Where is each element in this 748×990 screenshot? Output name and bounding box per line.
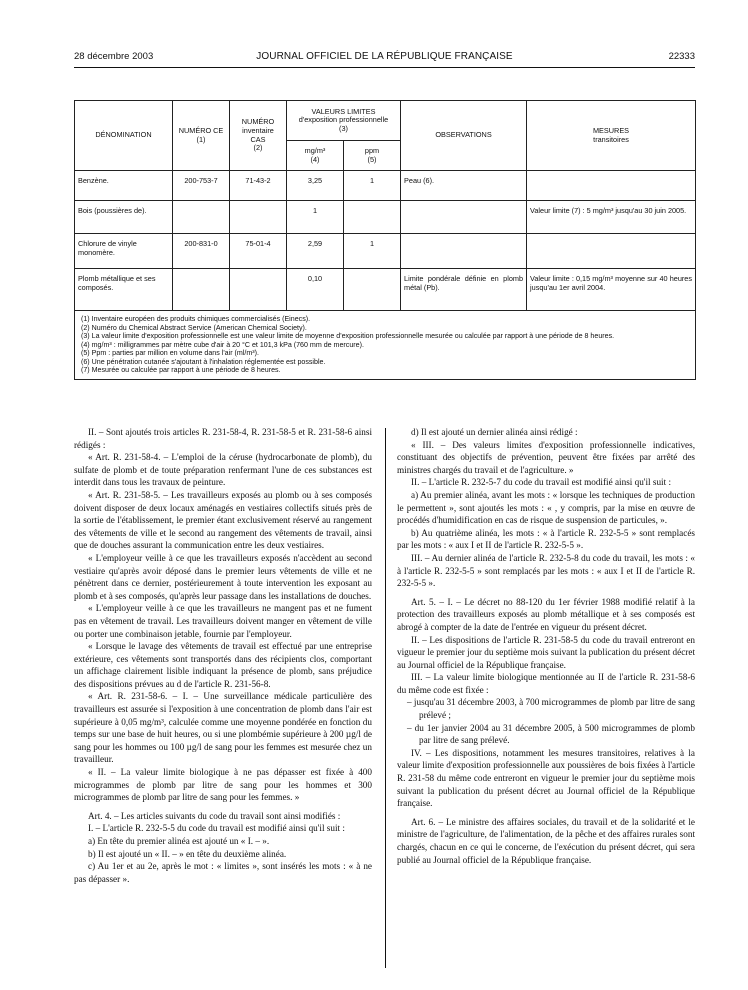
body-paragraph: d) Il est ajouté un dernier alinéa ainsi rédigé : bbox=[411, 427, 578, 437]
body-paragraph: III. – La valeur limite biologique mentionnée au II de l'article R. 231-58-6 du même code est fixée : bbox=[397, 672, 695, 695]
cell-denomination: Chlorure de vinyle monomère. bbox=[75, 234, 173, 269]
body-paragraph: I. – L'article R. 232-5-5 du code du travail est modifié ainsi qu'il suit : bbox=[88, 823, 345, 834]
body-paragraph: a) En tête du premier alinéa est ajouté un « I. – ». bbox=[88, 836, 270, 846]
body-paragraph: b) Il est ajouté un « II. – » en tête du deuxième alinéa. bbox=[88, 848, 287, 859]
cell-denomination: Bois (poussières de). bbox=[75, 201, 173, 234]
body-paragraph: Art. 6. – Le ministre des affaires sociales, du travail et de la solidarité et le ministre de l'agriculture, de l'alimentation, de la pêche et des affaires rurales sont chargés, chacun en ce qui le concerne, de l'exécution du présent décret, qui sera publié au Journal officiel de la République française. bbox=[397, 816, 695, 865]
header-rule bbox=[74, 67, 695, 68]
page-header bbox=[74, 51, 695, 65]
cell-mesures bbox=[527, 171, 696, 201]
cell-observations: Peau (6). bbox=[401, 171, 527, 201]
cell-mg: 3,25 bbox=[287, 171, 344, 201]
body-paragraph: IV. – Les dispositions, notamment les mesures transitoires, relatives à la valeur limite d'exposition professionnelle aux poussières de bois fixées à l'article R. 231-58 du même code entreront en vigueur le premier jour du septième mois suivant la publication du présent décret au Journal officiel de la République française. bbox=[397, 747, 695, 809]
cell-cas bbox=[230, 201, 287, 234]
table-row bbox=[75, 201, 696, 234]
cell-mesures bbox=[527, 234, 696, 269]
cell-denomination: Benzène. bbox=[75, 171, 173, 201]
cell-ppm: 1 bbox=[344, 171, 401, 201]
cell-mg: 0,10 bbox=[287, 269, 344, 311]
header-title: JOURNAL OFFICIEL DE LA RÉPUBLIQUE FRANÇAISE bbox=[256, 51, 513, 62]
cell-ce: 200-831-0 bbox=[173, 234, 230, 269]
cell-ppm: 1 bbox=[344, 234, 401, 269]
cell-mesures: Valeur limite : 0,15 mg/m³ moyenne sur 40 heures jusqu'au 1er avril 2004. bbox=[527, 269, 696, 311]
footnote: (7) Mesurée ou calculée par rapport à une période de 8 heures. bbox=[81, 366, 281, 374]
footnote: (6) Une pénétration cutanée s'ajoutant à l'inhalation réglementée est possible. bbox=[81, 357, 326, 366]
table-footnotes bbox=[75, 311, 696, 380]
cell-cas: 75-01-4 bbox=[230, 234, 287, 269]
body-paragraph: « Art. R. 231-58-4. – L'emploi de la céruse (hydrocarbonate de plomb), du sulfate de plomb et de toute préparation renfermant l'une de ces substances est interdit dans tous les travaux de peinture. bbox=[74, 452, 372, 488]
footnote: (3) La valeur limite d'exposition professionnelle est une valeur limite de moyenne d'exposition professionnelle mesurée ou calculée par rapport à une période de 8 heures. bbox=[81, 332, 615, 340]
table-notes-row bbox=[75, 311, 696, 380]
column-separator bbox=[385, 428, 386, 968]
body-paragraph: a) Au premier alinéa, avant les mots : « lorsque les techniques de production le permettent », sont ajoutés les mots : « , y compris, par la mise en œuvre de procédés d'humidification en cas de risque de suspension de particules, ». bbox=[397, 489, 695, 526]
body-paragraph: Art. 5. – I. – Le décret no 88-120 du 1er février 1988 modifié relatif à la protection des travailleurs exposés au plomb métallique et à ses composés est abrogé à compter de la date de l'entrée en vigueur du présent décret. bbox=[397, 596, 695, 632]
header-date: 28 décembre 2003 bbox=[74, 51, 154, 62]
cell-cas: 71-43-2 bbox=[230, 171, 287, 201]
body-paragraph: c) Au 1er et au 2e, après le mot : « limites », sont insérés les mots : « à ne pas dépasser ». bbox=[74, 861, 372, 884]
header-ppm: ppm (5) bbox=[344, 141, 401, 171]
header-ce-number: NUMÉRO CE (1) bbox=[173, 101, 230, 171]
body-paragraph: III. – Au dernier alinéa de l'article R. 232-5-8 du code du travail, les mots : « à l'article R. 232-5-5 » sont remplacés par les mots : « aux I et II de l'article R. 232-5-5 ». bbox=[397, 552, 695, 589]
cell-mesures: Valeur limite (7) : 5 mg/m³ jusqu'au 30 juin 2005. bbox=[527, 201, 696, 234]
header-transitional-measures: MESURES transitoires bbox=[527, 101, 696, 171]
cell-ce bbox=[173, 201, 230, 234]
body-paragraph: « III. – Des valeurs limites d'exposition professionnelle indicatives, constituant des objectifs de prévention, peuvent être fixées par arrêté des ministres chargés du travail et de l'agriculture. » bbox=[397, 439, 695, 475]
table-row bbox=[75, 171, 696, 201]
body-paragraph: Art. 4. – Les articles suivants du code du travail sont ainsi modifiés : bbox=[88, 810, 341, 821]
cell-cas bbox=[230, 269, 287, 311]
body-paragraph: « Art. R. 231-58-6. – I. – Une surveillance médicale particulière des travailleurs est assurée si l'exposition à une concentration de plomb dans l'air est supérieure à 0,05 mg/m³, calculée comme une moyenne pondérée en fonction du temps sur une base de huit heures, ou si une plombémie supérieure à 200 µg/l de sang pour les hommes ou 100 µg/l de sang pour les femmes est mesurée chez un travailleur. bbox=[74, 691, 372, 765]
body-paragraph: « Lorsque le lavage des vêtements de travail est effectué par une entreprise extérieure, ces vêtements sont transportés dans des récipients clos, comportant un affichage clairement lisible indiquant la présence de plomb, sans préjudice des dispositions prévues au d de l'article R. 231-56-8. bbox=[74, 641, 372, 689]
body-paragraph: « II. – La valeur limite biologique à ne pas dépasser est fixée à 400 microgrammes de plomb par litre de sang pour les hommes et 300 microgrammes de plomb par litre de sang pour les femmes. » bbox=[74, 767, 372, 803]
left-text-column bbox=[74, 426, 372, 885]
cell-ce: 200-753-7 bbox=[173, 171, 230, 201]
cell-mg: 1 bbox=[287, 201, 344, 234]
table-row bbox=[75, 234, 696, 269]
cell-observations bbox=[401, 234, 527, 269]
body-paragraph: b) Au quatrième alinéa, les mots : « à l'article R. 232-5-5 » sont remplacés par les mots : « aux I et II de l'article R. 232-5-5 ». bbox=[397, 527, 695, 551]
cell-ppm bbox=[344, 201, 401, 234]
cell-denomination: Plomb métallique et ses composés. bbox=[75, 269, 173, 311]
cell-ce bbox=[173, 269, 230, 311]
header-mg-m3: mg/m³ (4) bbox=[287, 141, 344, 171]
body-paragraph: « Art. R. 231-58-5. – Les travailleurs exposés au plomb ou à ses composés doivent disposer de deux locaux aménagés en vestiaires collectifs situés près de la sortie de l'établissement, le premier étant exclusivement réservé au rangement des vêtements de ville et le second au rangement des vêtements de travail, ainsi que de douches assurant la communication entre les deux vestiaires. bbox=[74, 489, 372, 551]
body-paragraph: II. – Les dispositions de l'article R. 231-58-5 du code du travail entreront en vigueur le premier jour du septième mois suivant la publication du présent décret au Journal officiel de la République française. bbox=[397, 634, 695, 670]
body-paragraph: II. – Sont ajoutés trois articles R. 231-58-4, R. 231-58-5 et R. 231-58-6 ainsi rédigés : bbox=[74, 427, 372, 450]
cell-ppm bbox=[344, 269, 401, 311]
header-cas-number: NUMÉRO inventaire CAS (2) bbox=[230, 101, 287, 171]
body-paragraph: – jusqu'au 31 décembre 2003, à 700 microgrammes de plomb par litre de sang prélevé ; bbox=[407, 697, 695, 721]
header-denomination: DÉNOMINATION bbox=[75, 101, 173, 171]
body-paragraph: – du 1er janvier 2004 au 31 décembre 2005, à 500 microgrammes de plomb par litre de sang prélevé. bbox=[407, 722, 695, 746]
header-page-number: 22333 bbox=[668, 51, 695, 62]
footnote: (1) Inventaire européen des produits chimiques commercialisés (Einecs). bbox=[81, 315, 311, 323]
footnote: (2) Numéro du Chemical Abstract Service (American Chemical Society). bbox=[81, 323, 307, 332]
table-header-row bbox=[75, 101, 696, 141]
table-row bbox=[75, 269, 696, 311]
body-paragraph: « L'employeur veille à ce que les travailleurs exposés n'accèdent au second vestiaire qu'après avoir déposé dans le premier leurs vêtements de ville et ne pénètrent dans ce dernier, postérieurement à toute intervention les exposant au plomb et à ses composés, qu'après leur passage dans les installations de douches. bbox=[74, 552, 372, 601]
footnote: (4) mg/m³ : milligrammes par mètre cube d'air à 20 °C et 101,3 kPa (760 mm de mercure). bbox=[81, 340, 364, 349]
cell-observations: Limite pondérale définie en plomb métal (Pb). bbox=[401, 269, 527, 311]
right-text-column bbox=[397, 426, 695, 866]
header-limit-values: VALEURS LIMITES d'exposition professionnelle (3) bbox=[287, 101, 401, 141]
body-paragraph: II. – L'article R. 232-5-7 du code du travail est modifié ainsi qu'il suit : bbox=[411, 477, 671, 488]
exposure-limits-table bbox=[74, 100, 696, 380]
header-observations: OBSERVATIONS bbox=[401, 101, 527, 171]
cell-mg: 2,59 bbox=[287, 234, 344, 269]
body-paragraph: « L'employeur veille à ce que les travailleurs ne mangent pas et ne fument pas en vêtement de travail. Les travailleurs doivent manger en vêtement de ville ou porter une combinaison jetable, fournie par l'employeur. bbox=[74, 603, 372, 639]
cell-observations bbox=[401, 201, 527, 234]
footnote: (5) Ppm : parties par million en volume dans l'air (ml/m³). bbox=[81, 349, 259, 357]
